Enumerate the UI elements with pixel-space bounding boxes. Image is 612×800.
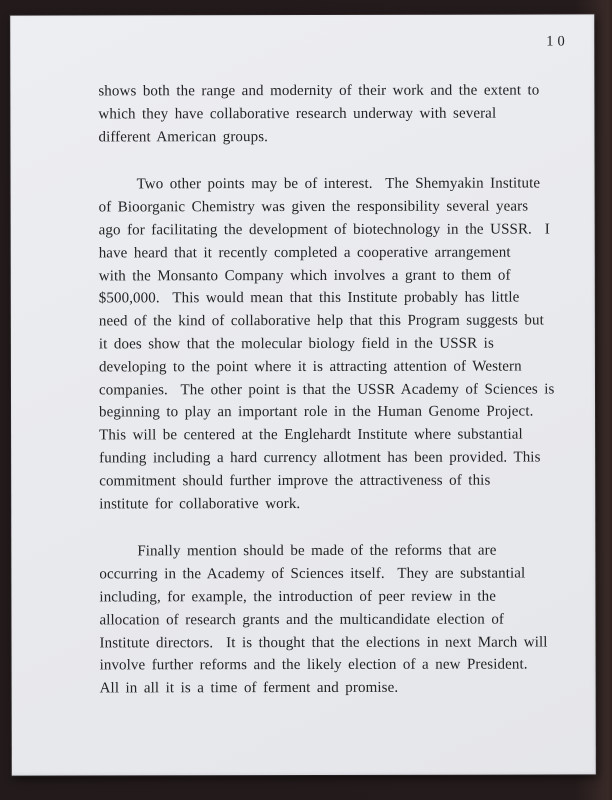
text-line: of Bioorganic Chemistry was given the responsibility several years: [98, 198, 529, 216]
text-line: different American groups.: [98, 128, 269, 146]
paragraph-1: [98, 80, 540, 149]
text-line: institute for collaborative work.: [99, 495, 301, 512]
text-line: companies. The other point is that the USSR Academy of Sciences is: [98, 381, 555, 398]
paragraph-3: [99, 540, 548, 700]
text-line: ago for facilitating the development of biotechnology in the USSR. I: [98, 221, 550, 239]
document-page: [10, 14, 596, 775]
text-line: Institute directors. It is thought that the elections in next March will: [99, 634, 548, 651]
text-line: developing to the point where it is attracting attention of Western: [98, 358, 522, 376]
text-line: shows both the range and modernity of their work and the extent to: [98, 82, 540, 100]
text-line: beginning to play an important role in the Human Genome Project.: [99, 403, 534, 421]
document-text: [98, 80, 555, 701]
text-line: it does show that the molecular biology field in the USSR is: [98, 335, 494, 353]
text-line: All in all it is a time of ferment and promise.: [99, 679, 399, 697]
text-line: Finally mention should be made of the reforms that are: [137, 542, 497, 560]
page-number: 10: [546, 33, 569, 50]
text-line: commitment should further improve the attractiveness of this: [99, 472, 491, 490]
text-line: Two other points may be of interest. The Shemyakin Institute: [136, 175, 541, 193]
text-line: with the Monsanto Company which involves a grant to them of: [98, 267, 511, 285]
text-line: have heard that it recently completed a cooperative arrangement: [98, 244, 511, 262]
text-line: funding including a hard currency allotment has been provided. This: [99, 449, 541, 467]
text-line: allocation of research grants and the multicandidate election of: [99, 611, 505, 629]
text-line: need of the kind of collaborative help that this Program suggests but: [98, 312, 544, 330]
text-line: including, for example, the introduction of peer review in the: [99, 588, 497, 606]
paragraph-2: [98, 173, 555, 516]
text-line: $500,000. This would mean that this Institute probably has little: [98, 289, 520, 307]
text-line: involve further reforms and the likely election of a new President.: [99, 656, 528, 674]
text-line: which they have collaborative research underway with several: [98, 105, 497, 123]
text-line: This will be centered at the Englehardt Institute where substantial: [99, 426, 523, 444]
text-line: occurring in the Academy of Sciences itself. They are substantial: [99, 565, 526, 583]
